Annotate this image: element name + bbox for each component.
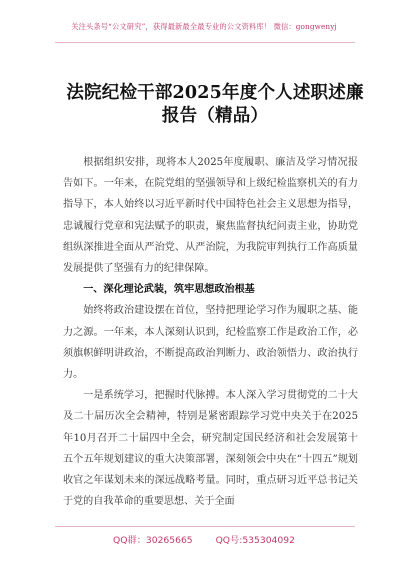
section-paragraph: 一是系统学习，把握时代脉搏。本人深入学习贯彻党的二十大及二十届历次全会精神，特别是紧密跟踪学习党中央关于在2025年10月召开二十届四中全会，研究制定国民经济和社会发展第十五个五年规划建议的重大决策部署，深刻领会中央在“十四五”规划收官之年谋划未来的深远战略考量。同时，重点研习近平总书记关于党的自我革命的重要思想、关于全面 bbox=[63, 390, 358, 508]
intro-paragraph: 根据组织安排，现将本人2025年度履职、廉洁及学习情况报告如下。一年来，在院党组的坚强领导和上级纪检监察机关的有力指导下，本人始终以习近平新时代中国特色社会主义思想为指导，忠诚履行党章和宪法赋予的职责，聚焦监督执纪问责主业，协助党组纵深推进全面从严治党、从严治院，为我院审判执行工作高质量发展提供了坚强有力的纪律保障。 bbox=[63, 157, 358, 275]
title-line-2: 报告（精品） bbox=[161, 106, 269, 126]
footer-divider bbox=[55, 526, 355, 527]
footer-qq-group: QQ群：30265665 bbox=[113, 535, 193, 546]
document-body bbox=[63, 152, 358, 512]
document-title bbox=[60, 82, 370, 128]
section-heading: 一、深化理论武装，筑牢思想政治根基 bbox=[83, 284, 255, 296]
header-note: 关注头条号“公文研究”，获得最新最全最专业的公文资料库！ 微信：gongwenyj bbox=[71, 22, 337, 31]
footer bbox=[0, 532, 408, 546]
section-paragraph: 始终将政治建设摆在首位，坚持把理论学习作为履职之基、能力之源。一年来，本人深刻认识到，纪检监察工作是政治工作，必须旗帜鲜明讲政治，不断提高政治判断力、政治领悟力、政治执行力。 bbox=[63, 305, 358, 381]
footer-qq-number: QQ号:535304092 bbox=[215, 535, 295, 546]
header-divider bbox=[55, 42, 355, 43]
title-line-1: 法院纪检干部2025年度个人述职述廉 bbox=[66, 83, 364, 103]
